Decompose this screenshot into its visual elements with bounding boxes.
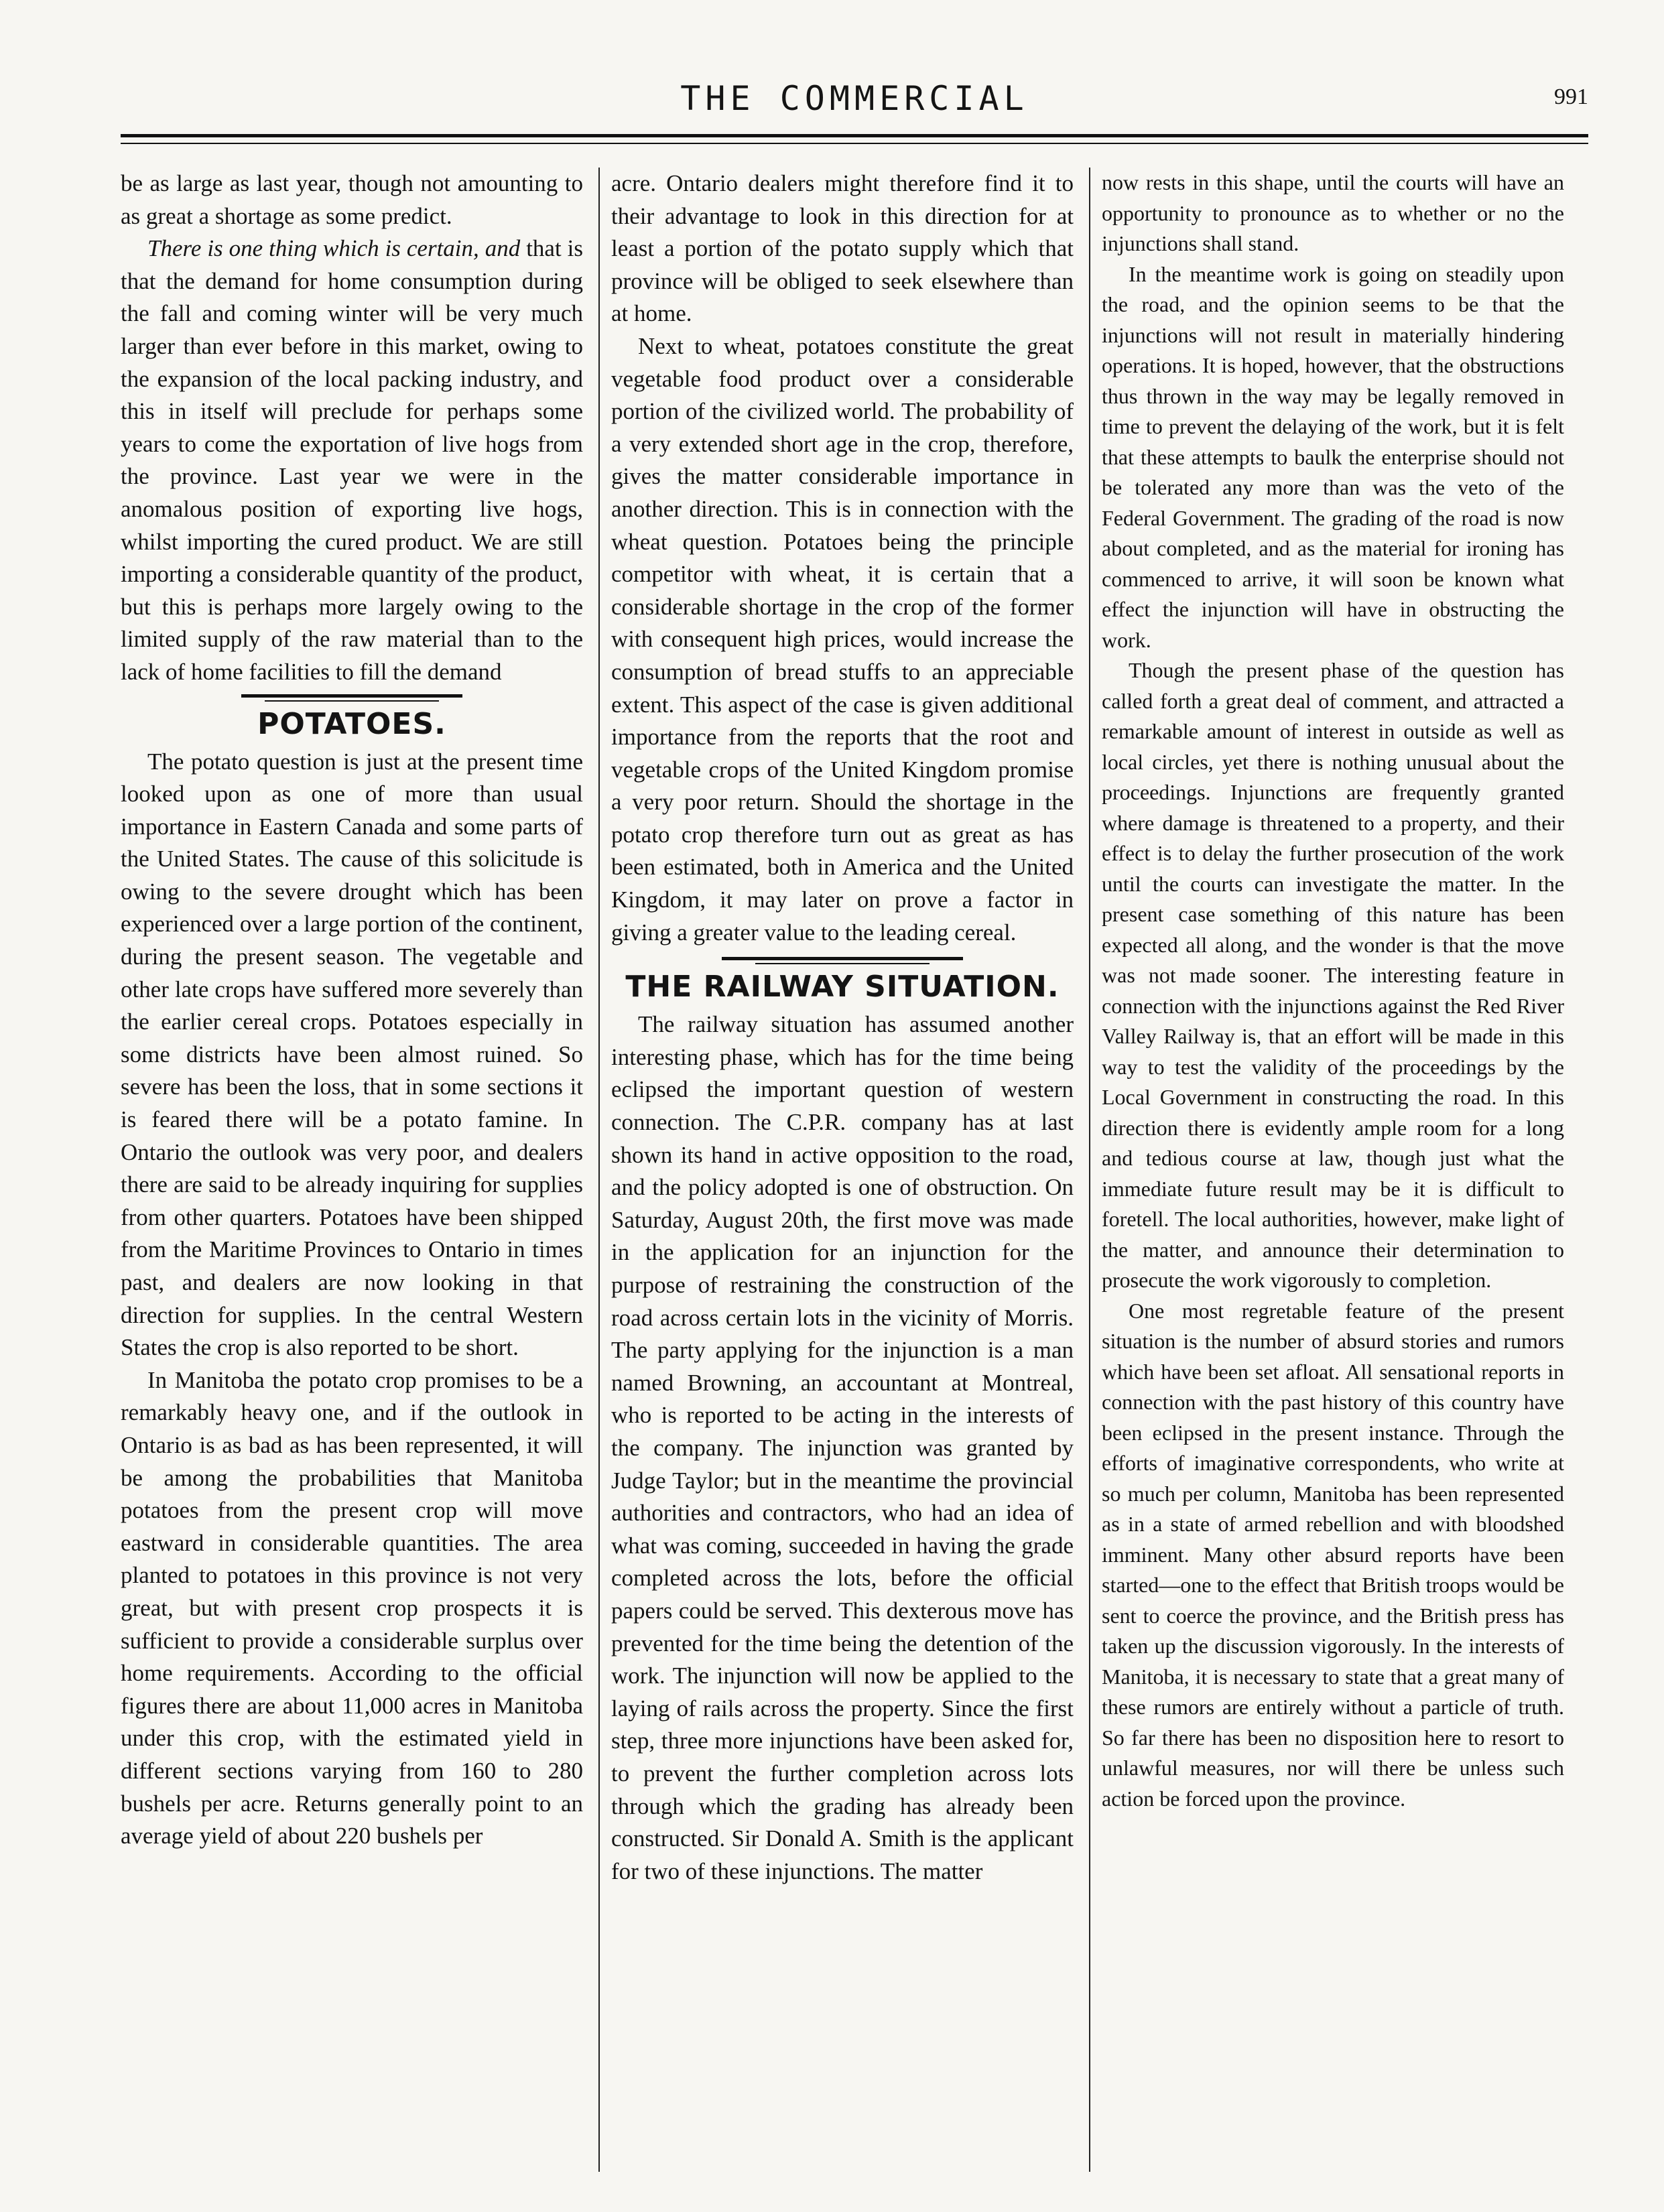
section-rule [722,957,963,960]
paragraph: In the meantime work is going on steadily upon the road, and the opinion seems to be that the injunctions will not result in materially hindering operations. It is hoped, however, that the obstructions thus thrown in the way may be legally removed in time to prevent the delaying of the work, but it is felt that these attempts to baulk the enterprise should not be tolerated any more than was the veto of the Federal Government. The grading of the road is now about completed, and as the material for ironing has commenced to arrive, it will soon be known what effect the injunction will have in obstructing the work. [1102,261,1564,652]
italic-lead: There is one thing which is certain, and [147,235,521,262]
paragraph: The potato question is just at the present time looked upon as one of more than usual importance in Eastern Canada and some parts of the United States. The cause of this solicitude is owing to the severe drought which has been experienced over a large portion of the continent, during the present season. The vegetable and other late crops have suffered more severely than the earlier cereal crops. Potatoes especially in some districts have been almost ruined. So severe has been the loss, that in some sections it is feared there will be a potato famine. In Ontario the outlook was very poor, and dealers there are said to be already inquiring for supplies from other quarters. Potatoes have been shipped from the Maritime Provinces to Ontario in times past, and dealers are now looking in that direction for supplies. In the central Western States the crop is also reported to be short. [121,748,583,1361]
paragraph: acre. Ontario dealers might therefore find it to their advantage to look in this direction for at least a portion of the potato supply which that province will be obliged to seek elsewhere than at home. [611,170,1074,327]
publication-title: THE COMMERCIAL [680,79,1029,118]
column-1 [121,168,583,2172]
section-rule [265,700,439,702]
paragraph [121,233,583,688]
column-3 [1102,168,1564,2172]
paragraph: One most regretable feature of the present situation is the number of absurd stories and rumors which have been set afloat. All sensational reports in connection with the past history of this country have been eclipsed in the present instance. Through the efforts of imaginative correspondents, who write at so much per column, Manitoba has been represented as in a state of armed rebellion and with bloodshed imminent. Many other absurd reports have been started—one to the effect that British troops would be sent to coerce the province, and the British press has taken up the discussion vigorously. In the interests of Manitoba, it is necessary to state that a great many of these rumors are entirely without a particle of truth. So far there has been no disposition here to resort to unlawful measures, nor will there be unless such action be forced upon the province. [1102,1298,1564,1811]
paragraph: Though the present phase of the question has called forth a great deal of comment, and attracted a remarkable amount of interest in outside as well as local circles, yet there is nothing unusual about the proceedings. Injunctions are frequently granted where damage is threatened to a property, and their effect is to delay the further prosecution of the work until the courts can investigate the matter. In the present case something of this nature has been expected all along, and the wonder is that the move was not made sooner. The interesting feature in connection with the injunctions against the Red River Valley Railway is, that an effort will be made in this way to test the validity of the proceedings by the Local Government in constructing the road. In this direction there is evidently ample room for a long and tedious course at law, though just what the immediate future result may be it is difficult to foretell. The local authorities, however, make light of the matter, and announce their determination to prosecute the work vigorously to completion. [1102,658,1564,1292]
column-divider-2 [1089,168,1090,2172]
paragraph: be as large as last year, though not amounting to as great a shortage as some predict. [121,170,583,229]
column-divider-1 [598,168,600,2172]
paragraph-text: that is that the demand for home consumption during the fall and coming winter will be very much larger than ever before in this market, owing to the expansion of the local packing industry, and this in itself will preclude for perhaps some years to come the exportation of live hogs from the province. Last year we were in the anomalous position of exporting live hogs, whilst importing the cured product. We are still importing a considerable quantity of the product, but this is perhaps more largely owing to the limited supply of the raw material than to the lack of home facilities to fill the demand [121,235,583,685]
masthead-rule-thin [121,143,1588,144]
section-rule [755,963,930,964]
paragraph: now rests in this shape, until the courts will have an opportunity to pronounce as to whether or no the injunctions shall stand. [1102,170,1564,255]
column-2 [611,168,1074,2172]
section-heading-railway: THE RAILWAY SITUATION. [625,970,1060,1004]
section-heading-potatoes: POTATOES. [257,706,446,741]
paragraph: Next to wheat, potatoes constitute the great vegetable food product over a considerable portion of the civilized world. The probability of a very extended short age in the crop, therefore, gives the matter considerable importance in another direction. This is in connection with the wheat question. Potatoes being the principle competitor with wheat, it is certain that a considerable shortage in the crop of the former with consequent high prices, would increase the consumption of bread stuffs to an appreciable extent. This aspect of the case is given additional importance from the reports that the root and vegetable crops of the United Kingdom promise a very poor return. Should the shortage in the potato crop therefore turn out as great as has been estimated, both in America and the United Kingdom, it may later on prove a factor in giving a greater value to the leading cereal. [611,332,1074,946]
section-rule [241,694,462,698]
masthead-rule-thick [121,134,1588,137]
page-number: 991 [1554,84,1588,109]
paragraph: The railway situation has assumed another interesting phase, which has for the time being eclipsed the important question of western connection. The C.P.R. company has at last shown its hand in active opposition to the road, and the policy adopted is one of obstruction. On Saturday, August 20th, the first move was made in the application for an injunction for the purpose of restraining the construction of the road across certain lots in the vicinity of Morris. The party applying for the injunction is a man named Browning, an accountant at Montreal, who is reported to be acting in the interests of the company. The injunction was granted by Judge Taylor; but in the meantime the provincial authorities and contractors, who had an idea of what was coming, succeeded in having the grade completed across the lots, before the official papers could be served. This dexterous move has prevented for the time being the detention of the work. The injunction will now be applied to the laying of rails across the property. Since the first step, three more injunctions have been asked for, to prevent the further completion across lots through which the grading has already been constructed. Sir Donald A. Smith is the applicant for two of these injunctions. The matter [611,1011,1074,1884]
paragraph: In Manitoba the potato crop promises to be a remarkably heavy one, and if the outlook in Ontario is as bad as has been represented, it will be among the probabilities that Manitoba potatoes from the present crop will move eastward in considerable quantities. The area planted to potatoes in this province is not very great, but with present crop prospects it is sufficient to provide a considerable surplus over home requirements. According to the official figures there are about 11,000 acres in Manitoba under this crop, with the estimated yield in different sections varying from 160 to 280 bushels per acre. Returns generally point to an average yield of about 220 bushels per [121,1366,583,1849]
masthead [121,79,1588,133]
